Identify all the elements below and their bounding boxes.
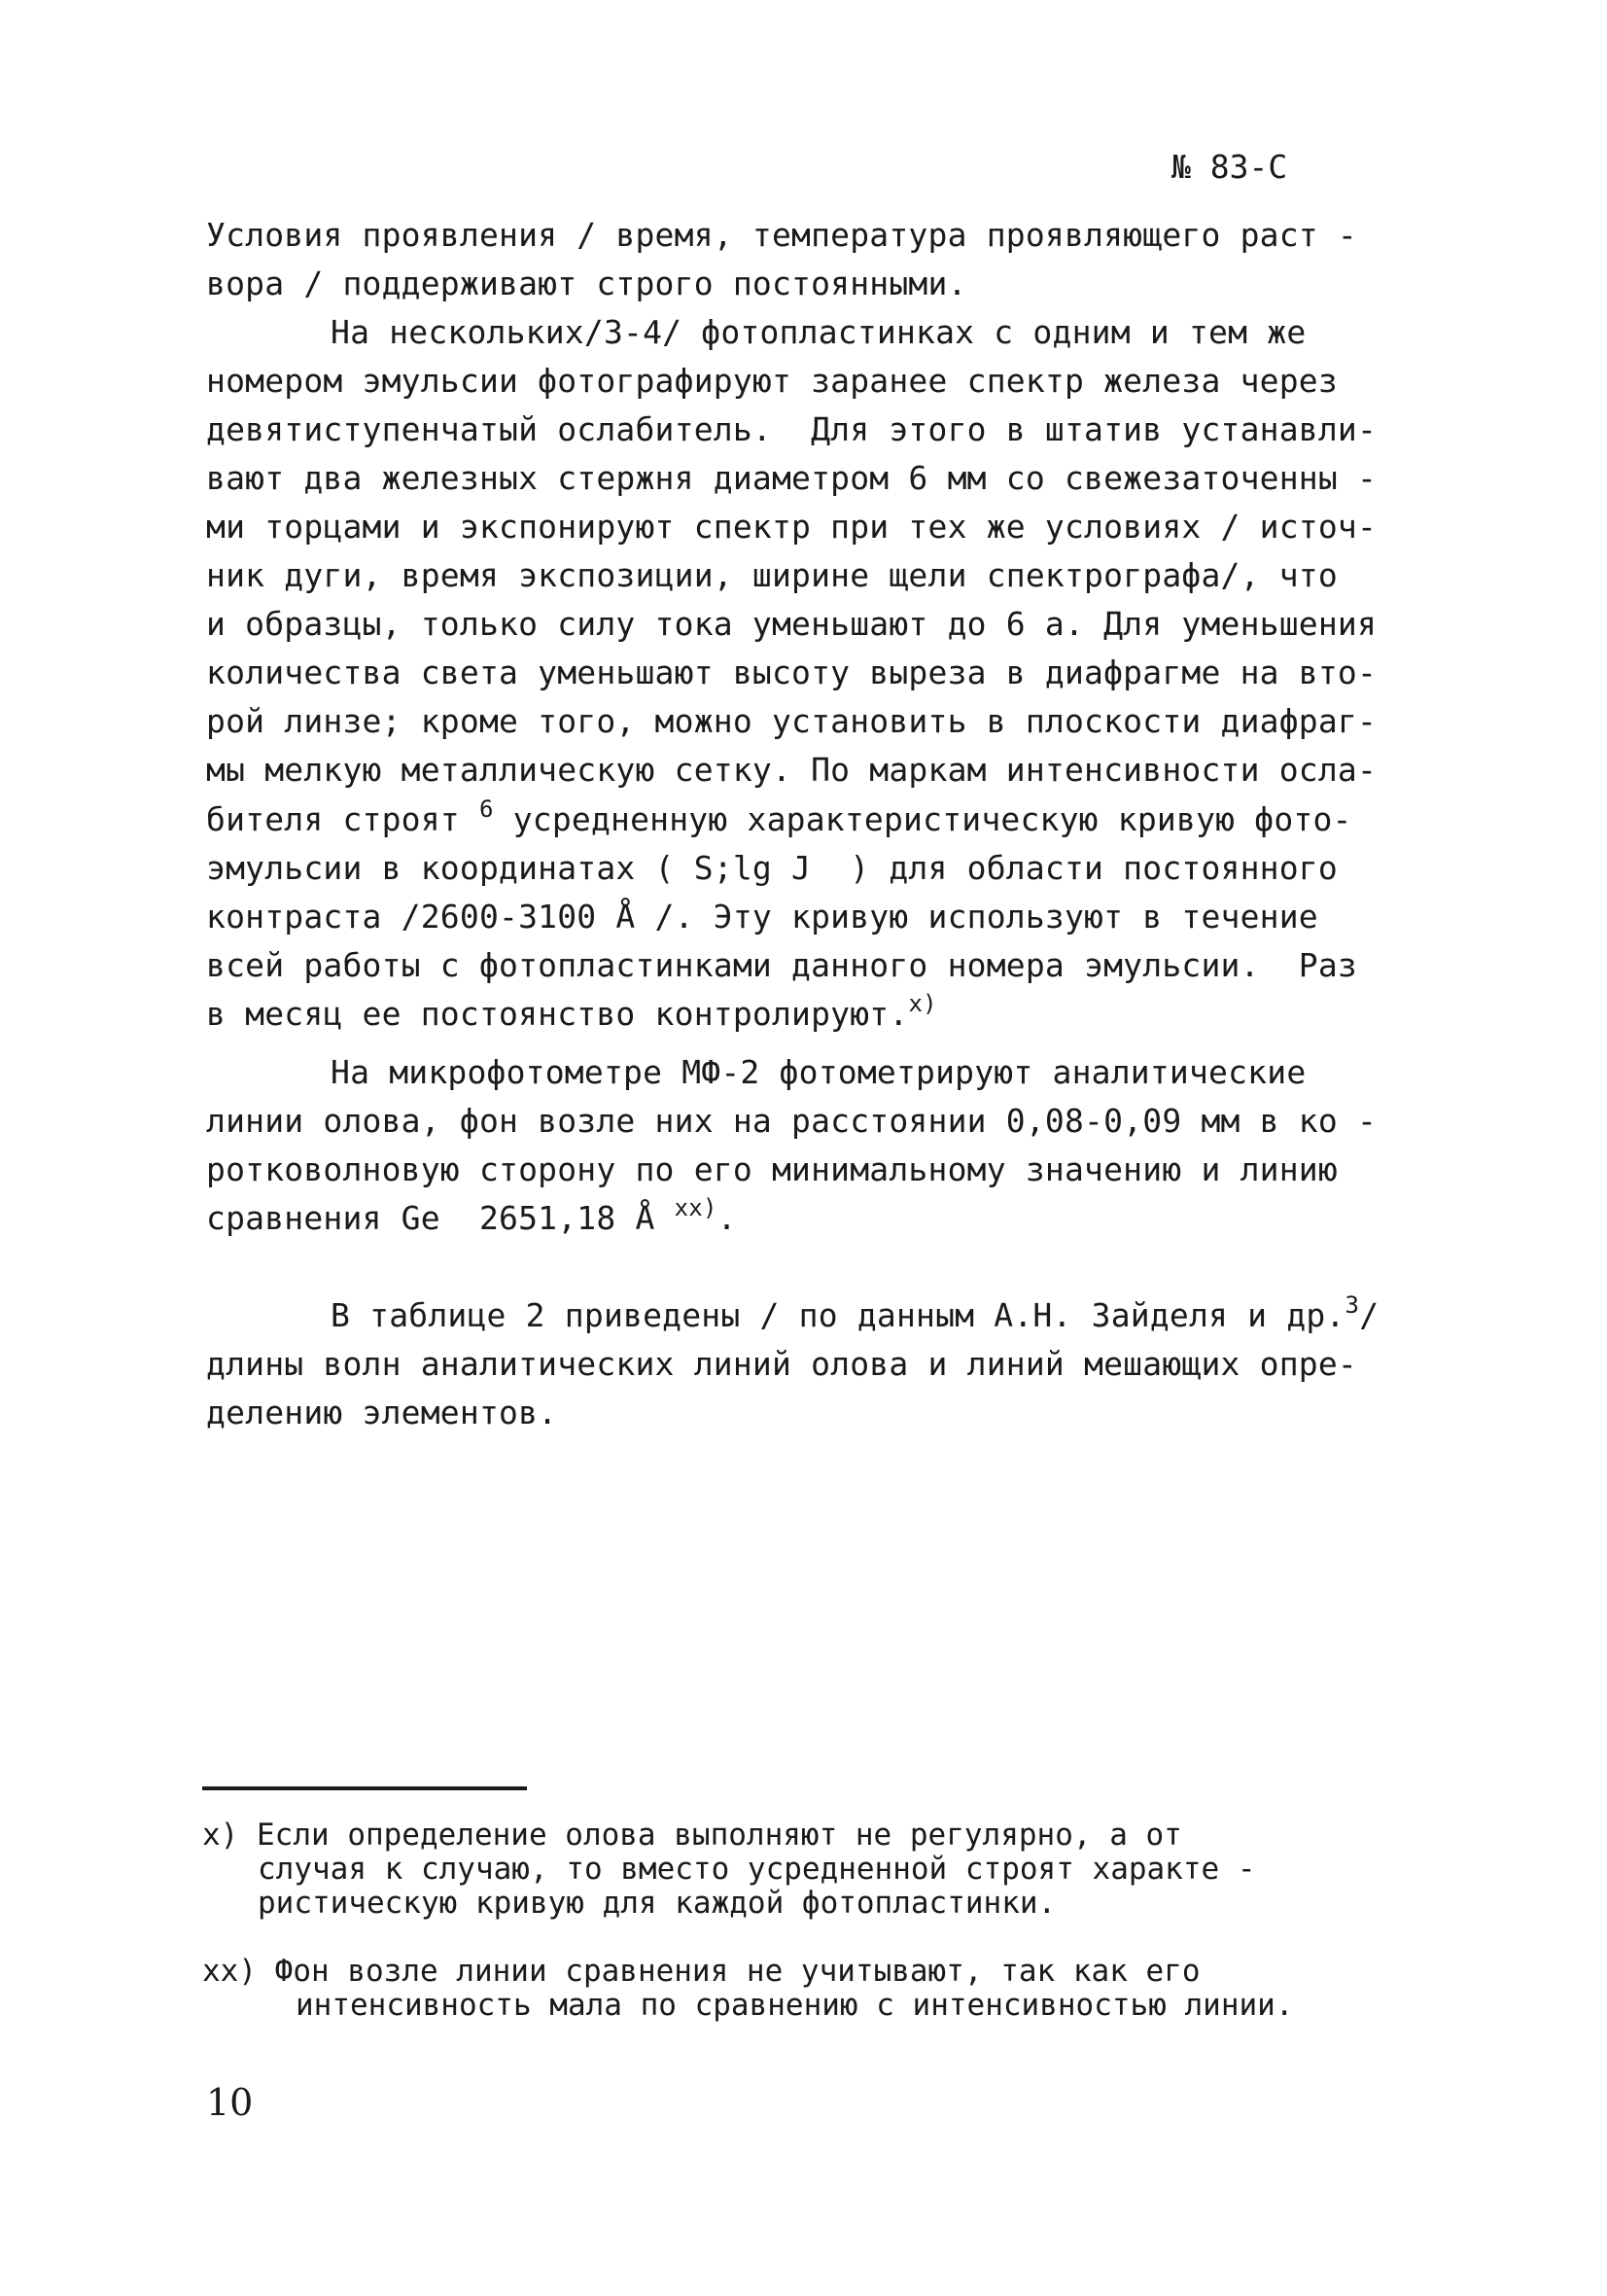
footnote-marker: xx) [202, 1954, 257, 1989]
text-line: ник дуги, время экспозиции, ширине щели спектрографа/, что [206, 556, 1338, 594]
footnote-marker: x) [202, 1818, 239, 1853]
page-number: 10 [206, 2081, 254, 2124]
text-line: контраста /2600-3100 Å /. Эту кривую используют в течение [206, 898, 1318, 936]
text-line: рой линзе; кроме того, можно установить в плоскости диафраг- [206, 702, 1378, 740]
footnote-text: Если определение олова выполняют не регулярно, а от [257, 1818, 1182, 1853]
text-fragment: усредненную характеристическую кривую фото- [512, 800, 1352, 838]
text-fragment: В таблице 2 приведены / по данным А.Н. Зайделя и др. [331, 1296, 1345, 1334]
text-fragment: в месяц ее постоянство контролируют. [206, 995, 909, 1033]
reference-number: 6 [478, 795, 494, 823]
footnote-line: ристическую кривую для каждой фотопластинки. [258, 1886, 1057, 1921]
text-fragment: сравнения Ge 2651,18 Å [206, 1199, 655, 1237]
text-line: вора / поддерживают строго постоянными. [206, 265, 967, 302]
footnote-marker: xx) [674, 1194, 717, 1221]
footnote-line [202, 1817, 1182, 1854]
text-line: вают два железных стержня диаметром 6 мм со свежезаточенны - [206, 459, 1378, 497]
text-line [206, 990, 937, 1039]
text-line: Условия проявления / время, температура проявляющего раст - [206, 216, 1357, 254]
text-line: девятиступенчатый ослабитель. Для этого в штатив устанавли- [206, 410, 1378, 448]
text-fragment: . [716, 1199, 737, 1237]
text-line: На нескольких/3-4/ фотопластинках с одним и тем же [331, 313, 1307, 351]
footnote-line: интенсивность мала по сравнению с интенсивностью линии. [296, 1988, 1294, 2023]
text-line: На микрофотометре МФ-2 фотометрируют аналитические [331, 1053, 1307, 1091]
text-line: мы мелкую металлическую сетку. По маркам интенсивности осла- [206, 751, 1378, 789]
text-line: ротковолновую сторону по его минимальному значению и линию [206, 1150, 1338, 1188]
text-line [206, 1194, 737, 1243]
text-line: делению элементов. [206, 1394, 558, 1431]
reference-number: 3 [1345, 1291, 1360, 1319]
text-line: количества света уменьшают высоту выреза в диафрагме на вто- [206, 653, 1378, 691]
text-line [206, 795, 1352, 844]
text-fragment: / [1359, 1296, 1380, 1334]
footnote-text: Фон возле линии сравнения не учитывают, так как его [274, 1954, 1201, 1989]
text-line: ми торцами и экспонируют спектр при тех же условиях / источ- [206, 508, 1378, 546]
text-line: всей работы с фотопластинками данного номера эмульсии. Раз [206, 946, 1357, 984]
document-number: № 83-С [1171, 148, 1288, 186]
footnote-marker: x) [908, 990, 937, 1017]
text-line: линии олова, фон возле них на расстоянии 0,08-0,09 мм в ко - [206, 1102, 1378, 1140]
text-line: номером эмульсии фотографируют заранее спектр железа через [206, 362, 1338, 400]
text-fragment: бителя строят [206, 800, 460, 838]
text-line: длины волн аналитических линий олова и линий мешающих опре- [206, 1345, 1357, 1383]
footnote-line: случая к случаю, то вместо усредненной строят характе - [258, 1852, 1256, 1887]
text-line: эмульсии в координатах ( S;lg J ) для области постоянного [206, 849, 1338, 887]
text-line: и образцы, только силу тока уменьшают до 6 а. Для уменьшения [206, 605, 1378, 643]
footnote-separator [202, 1786, 527, 1790]
text-line [331, 1291, 1379, 1340]
footnote-line [202, 1953, 1201, 1990]
